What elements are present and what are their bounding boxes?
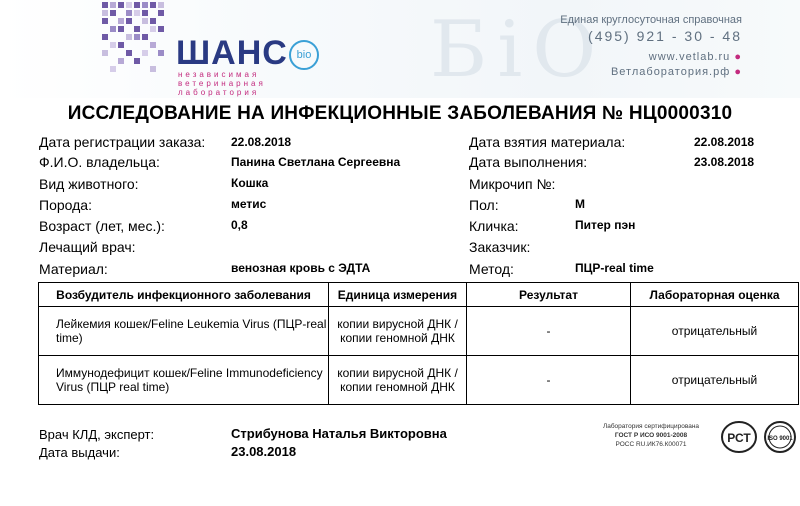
- sex-label: Пол:: [469, 197, 499, 213]
- brand-name: ШАНС: [176, 34, 288, 72]
- registration-date-label: Дата регистрации заказа:: [39, 134, 206, 150]
- website-link[interactable]: www.vetlab.ru ●: [648, 51, 742, 63]
- assessment-cell: отрицательный: [631, 307, 799, 356]
- letterhead: [0, 0, 800, 98]
- breed-value: метис: [231, 197, 267, 211]
- result-cell: -: [467, 307, 631, 356]
- expert-label: Врач КЛД, эксперт:: [39, 427, 155, 442]
- svg-text:РСТ: РСТ: [727, 431, 751, 445]
- pathogen-cell: Лейкемия кошек/Feline Leukemia Virus (ПЦР-real time): [39, 307, 329, 356]
- table-row: [39, 307, 799, 356]
- contacts-block: [560, 14, 742, 79]
- nickname-value: Питер пэн: [575, 218, 636, 232]
- sampling-date: 22.08.2018: [694, 135, 755, 149]
- table-header-row: [39, 283, 799, 307]
- customer-label: Заказчик:: [469, 239, 531, 255]
- pathogen-cell: Иммунодефицит кошек/Feline Immunodeficiency Virus (ПЦР real time): [39, 356, 329, 405]
- unit-cell: копии вирусной ДНК / копии геномной ДНК: [329, 307, 467, 356]
- logo-grid-icon: [100, 0, 172, 78]
- results-table: [38, 282, 799, 405]
- issue-date: 23.08.2018: [231, 444, 297, 459]
- method-label: Метод:: [469, 261, 514, 277]
- iso-certification-icon: [763, 420, 797, 454]
- owner-label: Ф.И.О. владельца:: [39, 154, 160, 170]
- method-value: ПЦР-real time: [575, 261, 654, 275]
- species-value: Кошка: [231, 176, 269, 190]
- brand-suffix: bio: [289, 40, 319, 70]
- sex-value: М: [575, 197, 585, 211]
- brand-tagline: независимая ветеринарная лаборатория: [178, 70, 266, 97]
- expert-name: Стрибунова Наталья Викторовна: [231, 426, 447, 441]
- result-cell: -: [467, 356, 631, 405]
- assessment-cell: отрицательный: [631, 356, 799, 405]
- document-title: ИССЛЕДОВАНИЕ НА ИНФЕКЦИОННЫЕ ЗАБОЛЕВАНИЯ № НЦ0000310: [67, 103, 733, 124]
- column-header-unit: Единица измерения: [329, 283, 467, 307]
- material-value: венозная кровь с ЭДТА: [231, 261, 371, 275]
- unit-cell: копии вирусной ДНК / копии геномной ДНК: [329, 356, 467, 405]
- certification-note: Лаборатория сертифицирована ГОСТ Р ИСО 9001-2008 РОСС RU.ИК76.К00071: [602, 423, 700, 448]
- vet-label: Лечащий врач:: [39, 239, 136, 255]
- microchip-label: Микрочип №:: [469, 176, 556, 192]
- nickname-label: Кличка:: [469, 218, 519, 234]
- breed-label: Порода:: [39, 197, 92, 213]
- owner-name: Панина Светлана Сергеевна: [231, 155, 401, 169]
- table-row: [39, 356, 799, 405]
- completion-date: 23.08.2018: [694, 155, 755, 169]
- age-value: 0,8: [231, 218, 248, 232]
- material-label: Материал:: [39, 261, 108, 277]
- watermark-logo: БiO: [430, 5, 607, 95]
- website-link-rf[interactable]: Ветлаборатория.рф ●: [610, 66, 742, 78]
- species-label: Вид животного:: [39, 176, 139, 192]
- svg-text:ISO 9001: ISO 9001: [767, 436, 793, 442]
- sampling-date-label: Дата взятия материала:: [469, 134, 626, 150]
- rst-certification-icon: [720, 420, 758, 454]
- registration-date: 22.08.2018: [231, 135, 292, 149]
- phone-number: (495) 921 - 30 - 48: [588, 28, 742, 44]
- column-header-result: Результат: [467, 283, 631, 307]
- hotline-label: Единая круглосуточная справочная: [560, 14, 742, 26]
- issue-date-label: Дата выдачи:: [39, 445, 120, 460]
- age-label: Возраст (лет, мес.):: [39, 218, 165, 234]
- column-header-pathogen: Возбудитель инфекционного заболевания: [39, 283, 329, 307]
- column-header-assessment: Лабораторная оценка: [631, 283, 799, 307]
- completion-date-label: Дата выполнения:: [469, 154, 588, 170]
